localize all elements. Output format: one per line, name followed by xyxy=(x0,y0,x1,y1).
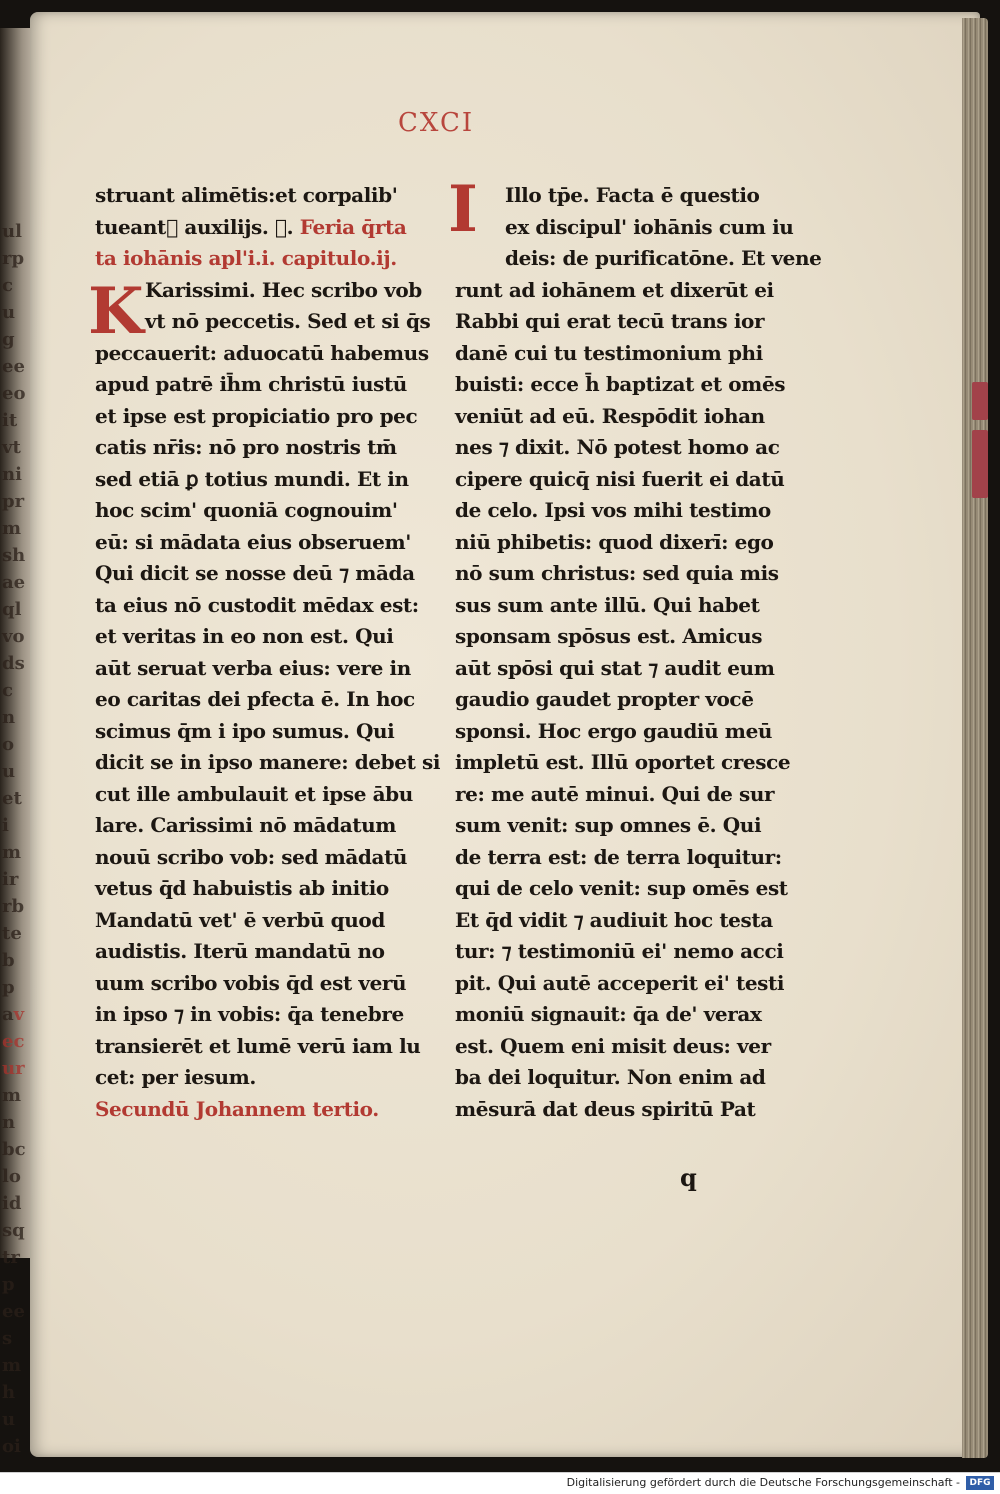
right-text-line: pit. Qui autē acceperit ei' testi xyxy=(455,970,785,995)
right-text-line: Et q̄d vidit ⁊ audiuit hoc testa xyxy=(455,907,773,932)
left-text-line: aūt seruat verba eius: vere in xyxy=(95,655,411,680)
left-text-line: Karissimi. Hec scribo vob xyxy=(145,277,422,302)
left-text-column xyxy=(95,180,441,1125)
right-text-line: sponsam spōsus est. Amicus xyxy=(455,624,763,648)
right-text-line: veniūt ad eū. Respōdit iohan xyxy=(455,403,765,428)
left-text-line: ta eius nō custodit mēdax est: xyxy=(95,592,419,617)
page-stack-edge xyxy=(962,18,988,1458)
left-text-line: Mandatū vet' ē verbū quod xyxy=(95,907,385,932)
dfg-logo: DFG xyxy=(966,1476,994,1490)
folio-number: CXCI xyxy=(398,108,475,138)
left-text-line: Secundū Johannem tertio. xyxy=(95,1096,379,1121)
left-text-line: uum scribo vobis q̄d est verū xyxy=(95,970,407,995)
left-text-line: eū: si mādata eius obseruem' xyxy=(95,529,411,554)
left-text-line: hoc scim' quoniā cognouim' xyxy=(95,498,398,522)
right-text-line: gaudio gaudet propter vocē xyxy=(455,687,754,711)
right-text-line: tur: ⁊ testimoniū ei' nemo acci xyxy=(455,939,784,963)
right-text-line: impletū est. Illū oportet cresce xyxy=(455,750,791,774)
bookmark-tab xyxy=(972,382,988,420)
initial-letter-right: I xyxy=(448,172,478,247)
right-text-line: ex discipul' iohānis cum iu xyxy=(505,214,794,239)
right-text-line: nō sum christus: sed quia mis xyxy=(455,561,779,585)
right-text-line: deis: de purificatōne. Et vene xyxy=(505,246,822,270)
right-text-column xyxy=(455,180,822,1125)
right-text-line: qui de celo venit: sup omēs est xyxy=(455,876,788,900)
left-text-line: audistis. Iterū mandatū no xyxy=(95,939,385,963)
right-text-line: de celo. Ipsi vos mihi testimo xyxy=(455,498,771,522)
right-text-line: Rabbi qui erat tecū trans ior xyxy=(455,309,765,333)
right-text-line: sus sum ante illū. Qui habet xyxy=(455,592,760,617)
left-text-line: struant alimētis:et corpalib' xyxy=(95,183,398,207)
right-text-line: niū phibetis: quod dixerī: ego xyxy=(455,529,774,554)
footer-bar xyxy=(0,1472,1000,1494)
right-text-line: cipere quicq̄ nisi fuerit ei datū xyxy=(455,466,785,491)
left-text-line: transierēt et lumē verū iam lu xyxy=(95,1033,421,1058)
right-text-line: aūt spōsi qui stat ⁊ audit eum xyxy=(455,655,775,680)
left-text-line: dicit se in ipso manere: debet si xyxy=(95,750,441,774)
right-text-line: moniū signauit: q̄a de' verax xyxy=(455,1002,762,1026)
right-text-line: de terra est: de terra loquitur: xyxy=(455,844,782,869)
left-text-line: apud patrē ih̄m christū iustū xyxy=(95,372,407,396)
facing-page-text: ulrpcugeeeoitvtniprmshaeqlvodscnouetimirrbtebpavecurmnbcloidsqtrpeesmhuoi xyxy=(2,221,26,1457)
right-text-line: ba dei loquitur. Non enim ad xyxy=(455,1065,766,1089)
left-text-line: et veritas in eo non est. Qui xyxy=(95,624,394,648)
left-text-line: ta iohānis apl'i.i. capitulo.ij. xyxy=(95,246,397,270)
left-text-line: lare. Carissimi nō mādatum xyxy=(95,813,397,837)
left-text-line: sed etiā ꝑ totius mundi. Et in xyxy=(95,466,409,491)
right-text-line: sum venit: sup omnes ē. Qui xyxy=(455,813,762,837)
initial-letter-left: K xyxy=(88,274,144,349)
left-text-line: peccauerit: aduocatū habemus xyxy=(95,340,429,365)
left-text-line: catis nr̄is: nō pro nostris tm̄ xyxy=(95,435,397,459)
right-text-line: sponsi. Hoc ergo gaudiū meū xyxy=(455,718,773,743)
footer-credit: Digitalisierung gefördert durch die Deutsche Forschungsgemeinschaft - xyxy=(566,1476,960,1489)
left-text-line: cet: per iesum. xyxy=(95,1065,256,1089)
right-text-line: Illo tp̄e. Facta ē questio xyxy=(505,183,760,207)
left-text-line: vetus q̄d habuistis ab initio xyxy=(95,876,389,900)
right-text-line: danē cui tu testimonium phi xyxy=(455,340,763,365)
left-text-line: cut ille ambulauit et ipse ābu xyxy=(95,781,413,806)
left-text-line: nouū scribo vob: sed mādatū xyxy=(95,844,408,869)
right-text-line: runt ad iohānem et dixerūt ei xyxy=(455,277,774,302)
right-text-line: re: me autē minui. Qui de sur xyxy=(455,781,775,806)
catchword: q xyxy=(680,1163,697,1192)
left-text-line: tueantᷓ auxilijs. Ꝑ. Feria q̄rta xyxy=(95,214,407,239)
right-text-line: est. Quem eni misit deus: ver xyxy=(455,1033,771,1058)
bookmark-tab xyxy=(972,430,988,498)
left-text-line: in ipso ⁊ in vobis: q̄a tenebre xyxy=(95,1002,404,1026)
right-text-line: nes ⁊ dixit. Nō potest homo ac xyxy=(455,435,780,459)
left-text-line: Qui dicit se nosse deū ⁊ māda xyxy=(95,561,415,585)
right-text-line: mēsurā dat deus spiritū Pat xyxy=(455,1096,756,1121)
left-text-line: et ipse est propiciatio pro pec xyxy=(95,403,418,428)
left-text-line: vt nō peccetis. Sed et si q̄s xyxy=(145,309,431,333)
left-text-line: scimus q̄m i ipo sumus. Qui xyxy=(95,718,395,743)
left-text-line: eo caritas dei pfecta ē. In hoc xyxy=(95,687,415,711)
right-text-line: buisti: ecce h̄ baptizat et omēs xyxy=(455,372,786,396)
